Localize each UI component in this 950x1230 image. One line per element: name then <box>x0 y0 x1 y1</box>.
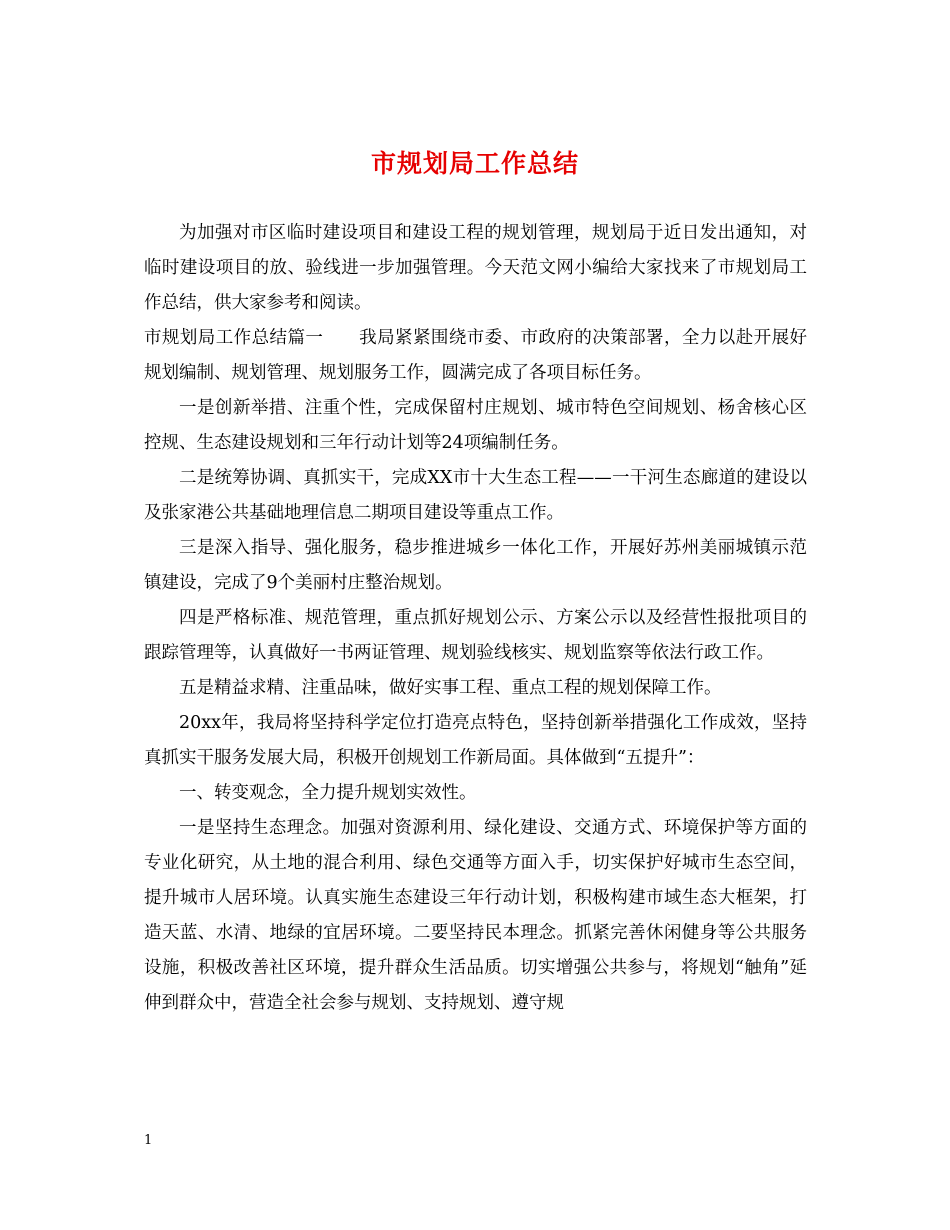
paragraph: 二是统筹协调、真抓实干，完成XX市十大生态工程——一干河生态廊道的建设以及张家港公共基础地理信息二期项目建设等重点工作。 <box>144 468 807 523</box>
page-number: 1 <box>144 1133 153 1148</box>
paragraph: 三是深入指导、强化服务，稳步推进城乡一体化工作，开展好苏州美丽城镇示范镇建设，完成了9个美丽村庄整治规划。 <box>144 538 807 593</box>
document-title: 市规划局工作总结 <box>370 149 579 178</box>
paragraph: 一是创新举措、注重个性，完成保留村庄规划、城市特色空间规划、杨舍核心区控规、生态建设规划和三年行动计划等24项编制任务。 <box>144 398 807 453</box>
document-body <box>144 216 807 1021</box>
paragraph: 市规划局工作总结篇一 我局紧紧围绕市委、市政府的决策部署，全力以赴开展好规划编制、规划管理、规划服务工作，圆满完成了各项目标任务。 <box>144 328 807 383</box>
paragraph: 一、转变观念，全力提升规划实效性。 <box>179 783 477 803</box>
paragraph: 20xx年，我局将坚持科学定位打造亮点特色，坚持创新举措强化工作成效，坚持真抓实干服务发展大局，积极开创规划工作新局面。具体做到“五提升”： <box>144 713 807 768</box>
paragraph: 五是精益求精、注重品味，做好实事工程、重点工程的规划保障工作。 <box>179 678 722 698</box>
paragraph: 一是坚持生态理念。加强对资源利用、绿化建设、交通方式、环境保护等方面的专业化研究，从土地的混合利用、绿色交通等方面入手，切实保护好城市生态空间，提升城市人居环境。认真实施生态建设三年行动计划，积极构建市域生态大框架，打造天蓝、水清、地绿的宜居环境。二要坚持民本理念。抓紧完善休闲健身等公共服务设施，积极改善社区环境，提升群众生活品质。切实增强公共参与，将规划“触角”延伸到群众中，营造全社会参与规划、支持规划、遵守规 <box>144 818 807 1013</box>
paragraph: 为加强对市区临时建设项目和建设工程的规划管理，规划局于近日发出通知，对临时建设项目的放、验线进一步加强管理。今天范文网小编给大家找来了市规划局工作总结，供大家参考和阅读。 <box>144 223 807 313</box>
paragraph: 四是严格标准、规范管理，重点抓好规划公示、方案公示以及经营性报批项目的跟踪管理等，认真做好一书两证管理、规划验线核实、规划监察等依法行政工作。 <box>144 608 807 663</box>
